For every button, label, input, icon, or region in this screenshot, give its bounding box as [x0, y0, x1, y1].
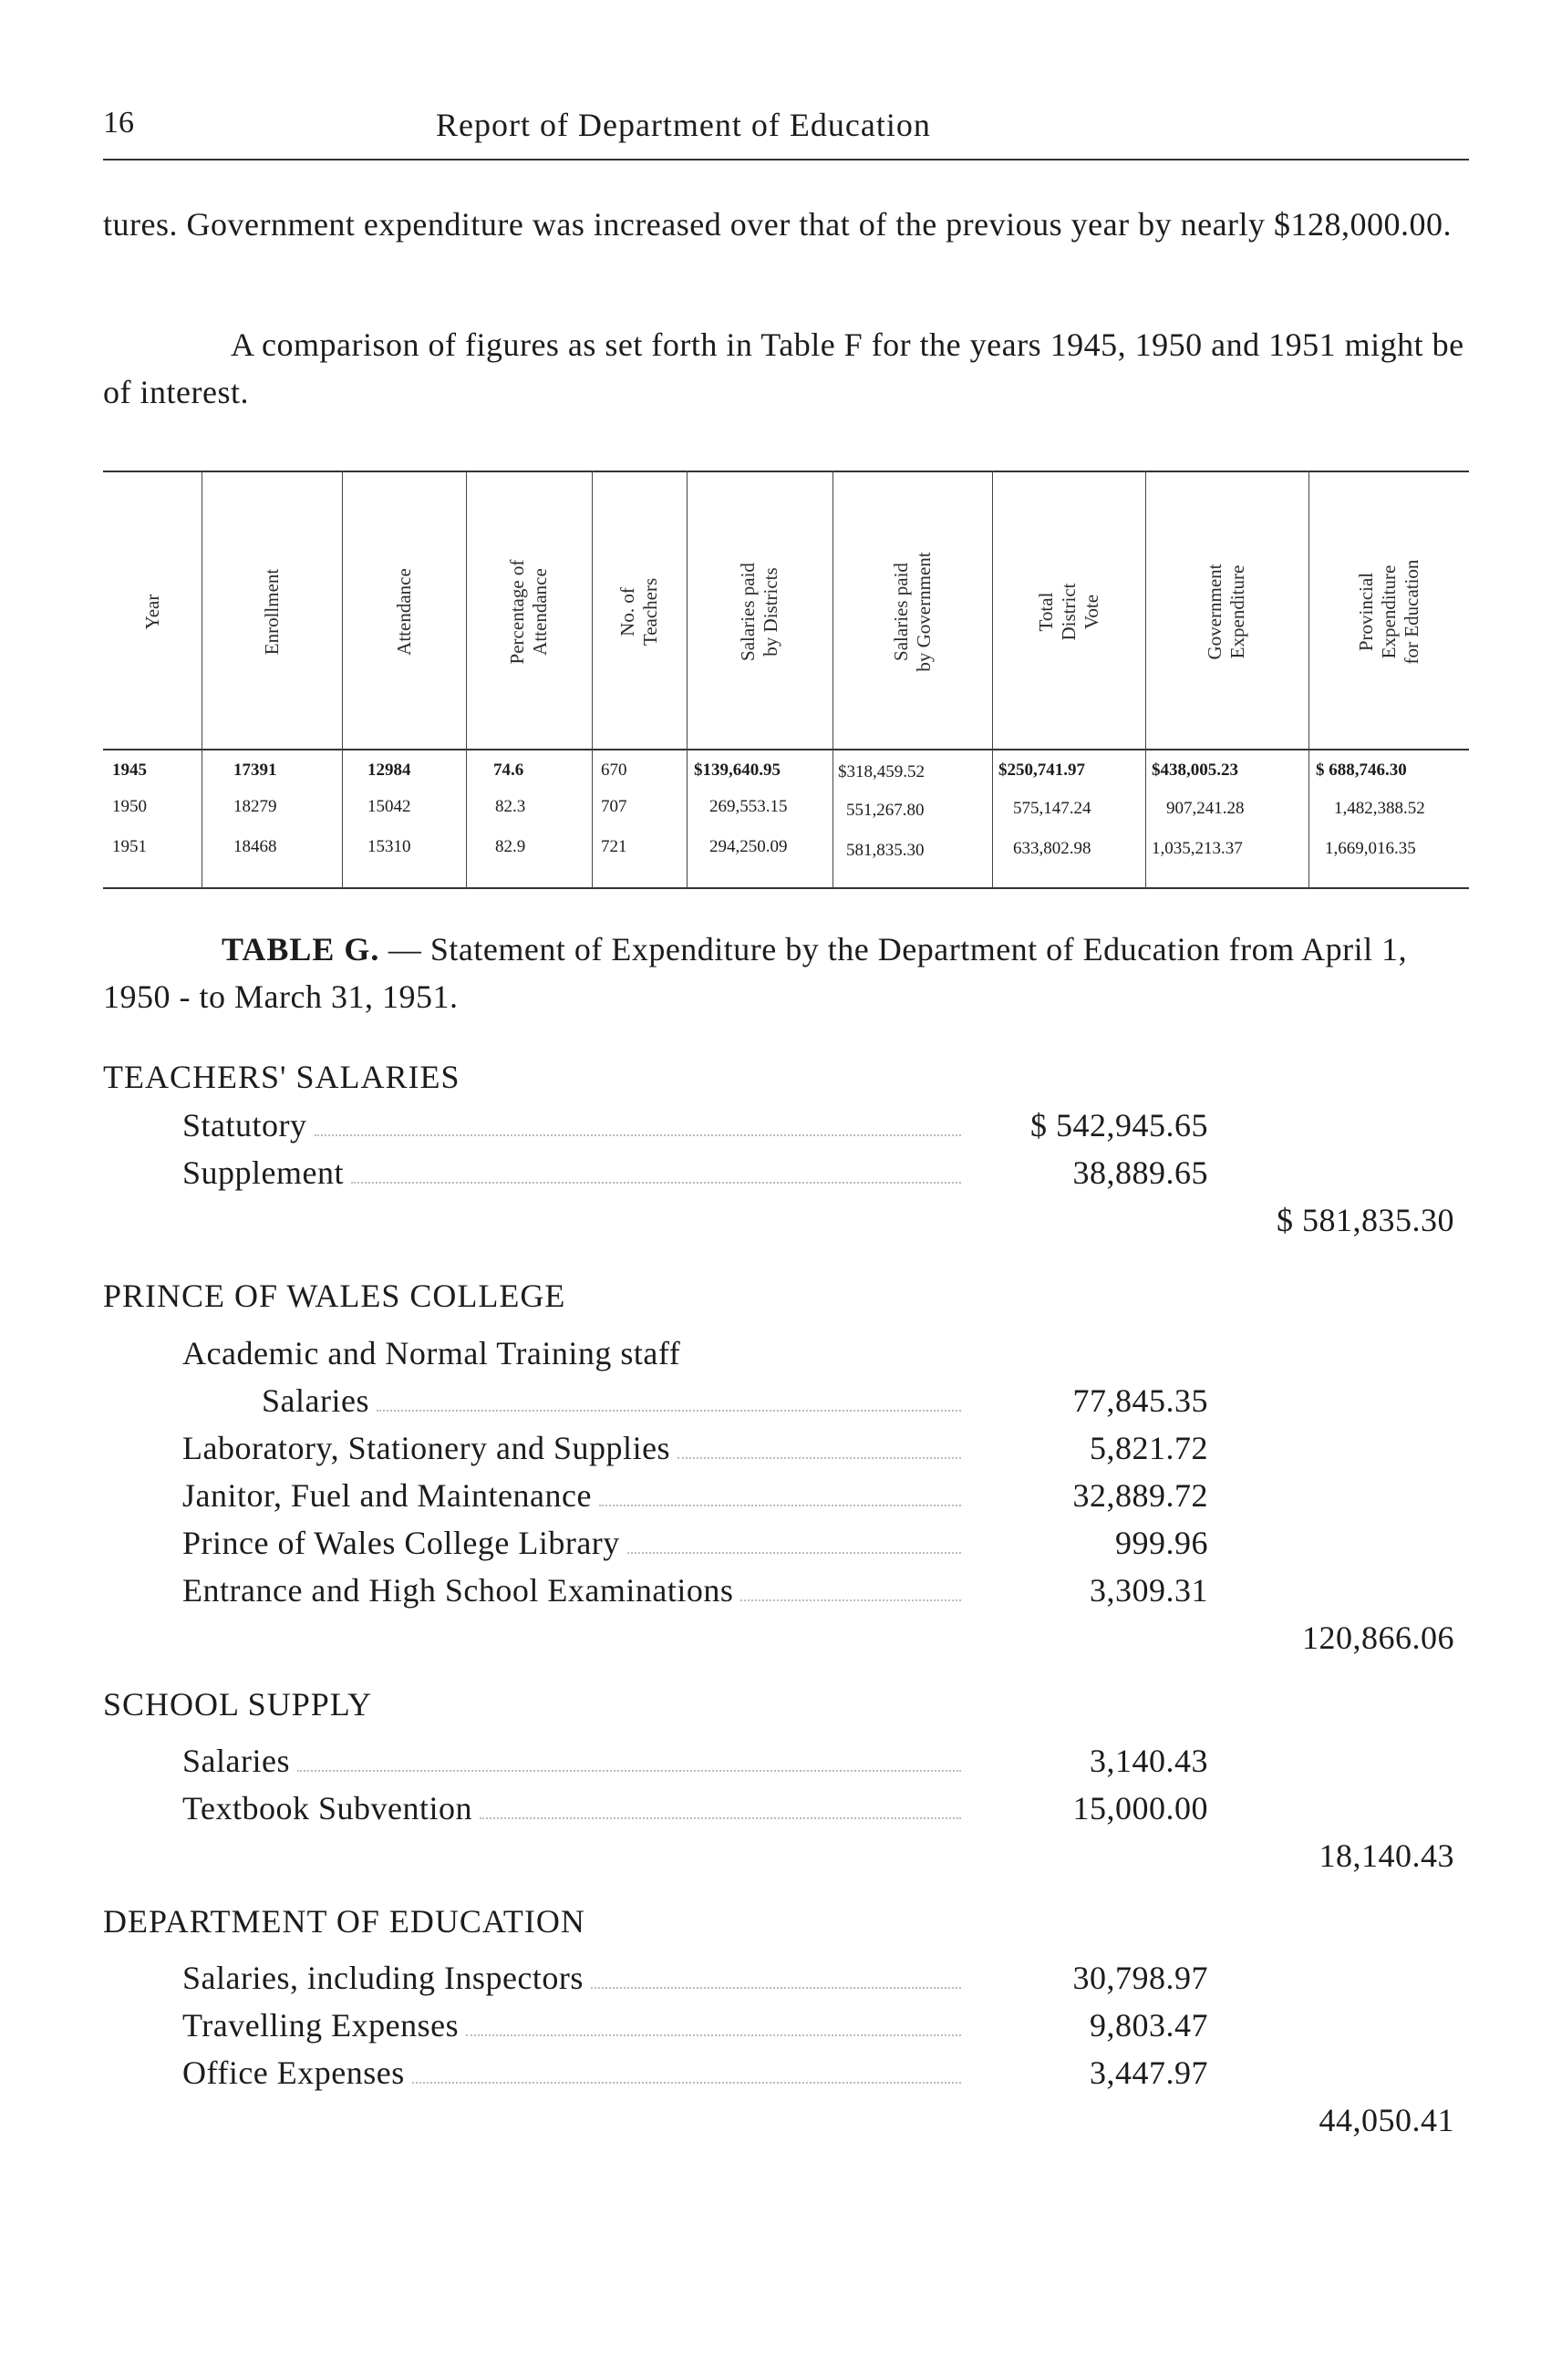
- item-label: Entrance and High School Examinations: [182, 1572, 734, 1609]
- table-cell: 15042: [367, 797, 411, 816]
- item-label: Salaries, including Inspectors: [182, 1960, 584, 1996]
- item-amount: 3,447.97: [1090, 2054, 1208, 2091]
- expense-item: [182, 1571, 967, 1609]
- table-cell: $318,459.52: [838, 762, 925, 781]
- expense-item: [182, 1476, 967, 1515]
- item-label: Academic and Normal Training staff: [182, 1335, 681, 1371]
- table-bottom-rule: [103, 887, 1469, 889]
- table-cell: 12984: [367, 761, 411, 780]
- dot-leader: [351, 1182, 961, 1184]
- column-header-year: Year: [140, 594, 163, 630]
- column-header-total-district-vote: Total District Vote: [1034, 583, 1102, 641]
- table-cell: 551,267.80: [846, 801, 925, 820]
- caption-text: Statement of Expenditure by the Department of Education from April 1, 1950 - to March 31, 1951.: [103, 931, 1408, 1015]
- item-amount: 5,821.72: [1090, 1430, 1208, 1466]
- dot-leader: [297, 1770, 961, 1772]
- column-header-enrollment: Enrollment: [260, 568, 283, 656]
- table-cell: $438,005.23: [1152, 761, 1238, 780]
- column-header-government-expenditure: Government Expenditure: [1204, 564, 1248, 660]
- table-cell: 17391: [233, 761, 277, 780]
- expense-item: [182, 1742, 967, 1780]
- section-total: 18,140.43: [1319, 1837, 1454, 1874]
- expense-item: [262, 1381, 967, 1420]
- dot-leader: [480, 1817, 961, 1819]
- table-cell: 1,669,016.35: [1325, 839, 1416, 858]
- dot-leader: [466, 2034, 961, 2036]
- expense-item: [182, 1334, 967, 1372]
- table-top-rule: [103, 471, 1469, 472]
- item-amount: 3,140.43: [1090, 1743, 1208, 1779]
- item-label: Travelling Expenses: [182, 2007, 460, 2044]
- expense-item: [182, 1959, 967, 1997]
- table-header-rule: [103, 749, 1469, 750]
- item-amount: 77,845.35: [1072, 1382, 1208, 1419]
- section-total: 44,050.41: [1319, 2102, 1454, 2138]
- column-divider: [1145, 471, 1146, 888]
- table-cell: 294,250.09: [709, 837, 788, 856]
- item-amount: 38,889.65: [1072, 1154, 1208, 1191]
- table-g-title: TABLE G.: [222, 931, 380, 968]
- section-heading-teachers-salaries: TEACHERS' SALARIES: [103, 1059, 460, 1095]
- dot-leader: [627, 1552, 961, 1554]
- item-amount: 32,889.72: [1072, 1477, 1208, 1514]
- caption-dash: —: [388, 931, 422, 968]
- dot-leader: [740, 1599, 961, 1601]
- column-header-provincial-expenditure: Provincial Expenditure for Education: [1354, 559, 1422, 665]
- table-cell: 633,802.98: [1013, 839, 1091, 858]
- comparison-table: [103, 471, 1469, 890]
- section-heading-department-of-education: DEPARTMENT OF EDUCATION: [103, 1903, 585, 1940]
- column-header-attendance: Attendance: [392, 568, 415, 656]
- item-label: Salaries: [182, 1743, 290, 1779]
- table-cell: 707: [601, 797, 627, 816]
- table-cell: 907,241.28: [1166, 799, 1245, 818]
- expense-item: [182, 2006, 967, 2044]
- table-cell: 1,035,213.37: [1152, 839, 1243, 858]
- table-cell: 15310: [367, 837, 411, 856]
- expense-item: [182, 1154, 967, 1192]
- item-amount: 15,000.00: [1072, 1790, 1208, 1826]
- section-heading-prince-of-wales-college: PRINCE OF WALES COLLEGE: [103, 1278, 566, 1314]
- column-header-teachers: No. of Teachers: [616, 577, 661, 647]
- item-label: Prince of Wales College Library: [182, 1525, 620, 1561]
- table-cell: 575,147.24: [1013, 799, 1091, 818]
- column-divider: [1308, 471, 1309, 888]
- expense-item: [182, 2054, 967, 2092]
- column-header-percentage-attendance: Percentage of Attendance: [506, 559, 551, 665]
- expense-item: [182, 1429, 967, 1467]
- item-label: Supplement: [182, 1154, 344, 1191]
- table-cell: 670: [601, 761, 627, 780]
- section-total: $ 581,835.30: [1277, 1202, 1454, 1238]
- table-cell: $139,640.95: [694, 761, 781, 780]
- column-header-salaries-districts: Salaries paid by Districts: [737, 563, 781, 661]
- table-cell: 721: [601, 837, 627, 856]
- table-cell: 82.9: [495, 837, 526, 856]
- column-divider: [992, 471, 993, 888]
- section-total: 120,866.06: [1302, 1619, 1454, 1656]
- table-cell: $250,741.97: [998, 761, 1085, 780]
- table-cell: 1,482,388.52: [1334, 799, 1425, 818]
- column-header-salaries-government: Salaries paid by Government: [890, 552, 935, 672]
- item-amount: 3,309.31: [1090, 1572, 1208, 1609]
- table-cell: $ 688,746.30: [1316, 761, 1407, 780]
- page-number: 16: [103, 106, 134, 140]
- column-divider: [342, 471, 343, 888]
- header-rule: [103, 159, 1469, 160]
- table-cell: 1950: [112, 797, 147, 816]
- item-label: Office Expenses: [182, 2054, 405, 2091]
- expense-item: [182, 1789, 967, 1827]
- dot-leader: [412, 2082, 961, 2084]
- intro-paragraph-2: A comparison of figures as set forth in Table F for the years 1945, 1950 and 1951 might be of interest.: [103, 326, 1464, 410]
- table-cell: 18468: [233, 837, 277, 856]
- table-g-caption: [103, 926, 1469, 1020]
- section-heading-school-supply: SCHOOL SUPPLY: [103, 1686, 373, 1723]
- column-divider: [687, 471, 688, 888]
- item-amount: $ 542,945.65: [1030, 1107, 1208, 1143]
- table-cell: 1951: [112, 837, 147, 856]
- item-amount: 30,798.97: [1072, 1960, 1208, 1996]
- dot-leader: [377, 1410, 961, 1412]
- item-label: Salaries: [262, 1382, 369, 1419]
- expense-item: [182, 1524, 967, 1562]
- dot-leader: [599, 1505, 961, 1506]
- table-cell: 581,835.30: [846, 841, 925, 860]
- dot-leader: [315, 1134, 962, 1136]
- table-cell: 269,553.15: [709, 797, 788, 816]
- item-amount: 999.96: [1115, 1525, 1208, 1561]
- table-cell: 82.3: [495, 797, 526, 816]
- item-amount: 9,803.47: [1090, 2007, 1208, 2044]
- table-cell: 18279: [233, 797, 277, 816]
- item-label: Laboratory, Stationery and Supplies: [182, 1430, 671, 1466]
- dot-leader: [591, 1987, 961, 1989]
- item-label: Janitor, Fuel and Maintenance: [182, 1477, 592, 1514]
- item-label: Statutory: [182, 1107, 307, 1143]
- intro-paragraph-1: tures. Government expenditure was increased over that of the previous year by nearly $128,000.00.: [103, 206, 1453, 243]
- column-divider: [592, 471, 593, 888]
- running-header-title: Report of Department of Education: [436, 107, 931, 143]
- item-label: Textbook Subvention: [182, 1790, 472, 1826]
- column-divider: [466, 471, 467, 888]
- table-cell: 74.6: [493, 761, 524, 780]
- table-cell: 1945: [112, 761, 147, 780]
- expense-item: [182, 1106, 967, 1144]
- dot-leader: [677, 1457, 961, 1459]
